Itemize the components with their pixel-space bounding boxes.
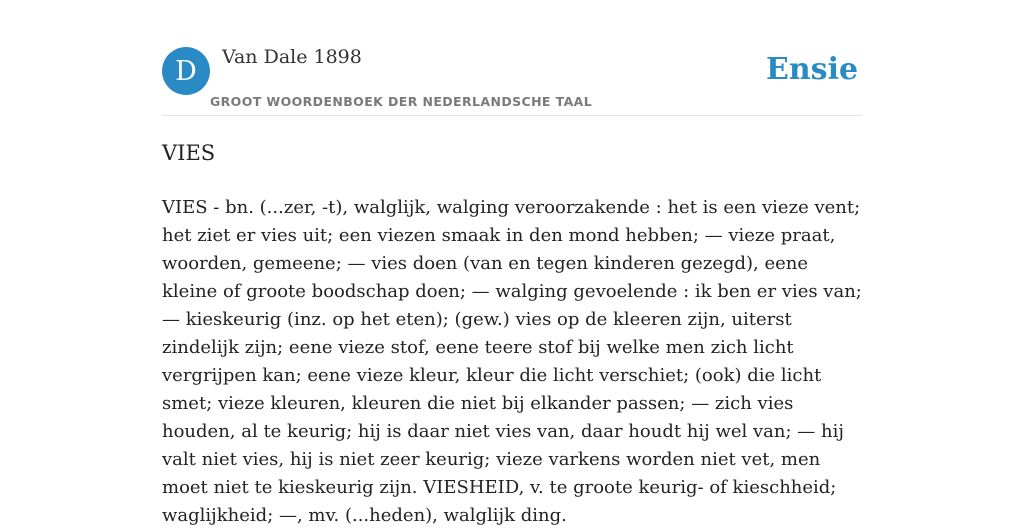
dictionary-subtitle: GROOT WOORDENBOEK DER NEDERLANDSCHE TAAL: [210, 94, 593, 109]
dictionary-title[interactable]: Van Dale 1898: [222, 46, 362, 68]
dictionary-logo[interactable]: [162, 47, 210, 95]
entry-title: VIES: [162, 141, 216, 165]
logo-letter: D: [175, 55, 197, 87]
header-divider: [162, 115, 862, 116]
entry-definition: VIES - bn. (...zer, -t), walglijk, walging veroorzakende : het is een vieze vent; het ziet er vies uit; een viezen smaak in den mond hebben; — vieze praat, woorden, gemeene; — vies doen (van en tegen kinderen gezegd), eene kleine of groote boodschap doen; — walging gevoelende : ik ben er vies van; — kieskeurig (inz. op het eten); (gew.) vies op de kleeren zijn, uiterst zindelijk zijn; eene vieze stof, eene teere stof bij welke men zich licht vergrijpen kan; eene vieze kleur, kleur die licht verschiet; (ook) die licht smet; vieze kleuren, kleuren die niet bij elkander passen; — zich vies houden, al te keurig; hij is daar niet vies van, daar houdt hij wel van; — hij valt niet vies, hij is niet zeer keurig; vieze varkens worden niet vet, men moet niet te kieskeurig zijn. VIESHEID, v. te groote keurig- of kieschheid; waglijkheid; —, mv. (...heden), walglijk ding.: [162, 197, 862, 526]
ensie-brand-logo[interactable]: Ensie: [766, 52, 859, 87]
